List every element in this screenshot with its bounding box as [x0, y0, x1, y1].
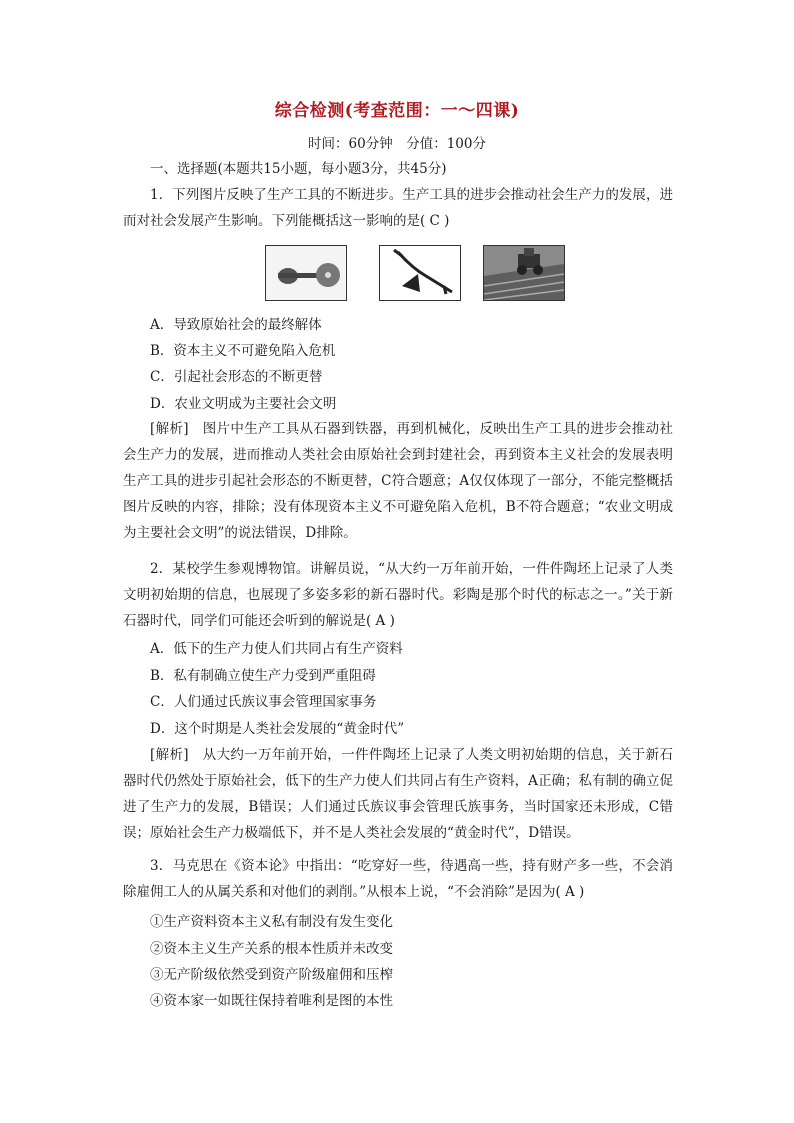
question-3-stem: 3．马克思在《资本论》中指出：“吃穿好一些，待遇高一些，持有财产多一些，不会消除雇佣工人的从属关系和对他们的剥削。”从根本上说，“不会消除”是因为( A ): [123, 858, 673, 900]
stone-tool-icon: [265, 245, 347, 301]
question-1-stem: 1．下列图片反映了生产工具的不断进步。生产工具的进步会推动社会生产力的发展，进而对社会发展产生影响。下列能概括这一影响的是( C ): [123, 187, 673, 229]
question-2-stem: 2．某校学生参观博物馆。讲解员说，“从大约一万年前开始，一件件陶坯上记录了人类文明初始期的信息，也展现了多姿多彩的新石器时代。彩陶是那个时代的标志之一。”关于新石器时代，同学们可能还会听到的解说是( A ): [123, 561, 673, 629]
question-1-figures: [265, 245, 545, 301]
section-heading: 一、选择题(本题共15小题，每小题3分，共45分): [150, 161, 447, 177]
page-title: 综合检测(考查范围：一～四课): [274, 101, 520, 121]
question-1-option-c: C．引起社会形态的不断更替: [150, 369, 323, 385]
question-1-option-d: D．农业文明成为主要社会文明: [150, 396, 337, 412]
question-2-option-c: C．人们通过氏族议事会管理国家事务: [150, 694, 377, 710]
exam-meta: 时间：60分钟 分值：100分: [308, 136, 486, 152]
question-1-analysis: [解析] 图片中生产工具从石器到铁器，再到机械化，反映出生产工具的进步会推动社会生产力的发展，进而推动人类社会由原始社会到封建社会，再到资本主义社会的发展表明生产工具的进步引起社会形态的不断更替，C符合题意；A仅仅体现了一部分，不能完整概括图片反映的内容，排除；没有体现资本主义不可避免陷入危机，B不符合题意；“农业文明成为主要社会文明”的说法错误，D排除。: [123, 421, 673, 541]
question-1-option-a: A．导致原始社会的最终解体: [150, 317, 322, 333]
question-3-option-3: ③无产阶级依然受到资产阶级雇佣和压榨: [150, 967, 393, 983]
question-2-analysis: [解析] 从大约一万年前开始，一件件陶坯上记录了人类文明初始期的信息，关于新石器时代仍然处于原始社会，低下的生产力使人们共同占有生产资料，A正确；私有制的确立促进了生产力的发展，B错误；人们通过氏族议事会管理氏族事务，当时国家还未形成，C错误；原始社会生产力极端低下，并不是人类社会发展的“黄金时代”，D错误。: [123, 747, 673, 841]
farm-machinery-icon: [483, 245, 565, 301]
iron-plough-icon: [379, 245, 461, 301]
question-3-option-4: ④资本家一如既往保持着唯利是图的本性: [150, 993, 393, 1009]
question-2-option-a: A．低下的生产力使人们共同占有生产资料: [150, 641, 403, 657]
question-2-option-b: B．私有制确立使生产力受到严重阻碍: [150, 668, 376, 684]
question-1-option-b: B．资本主义不可避免陷入危机: [150, 343, 336, 359]
question-3-option-2: ②资本主义生产关系的根本性质并未改变: [150, 941, 393, 957]
question-3-option-1: ①生产资料资本主义私有制没有发生变化: [150, 914, 393, 930]
question-2-option-d: D．这个时期是人类社会发展的“黄金时代”: [150, 721, 405, 737]
